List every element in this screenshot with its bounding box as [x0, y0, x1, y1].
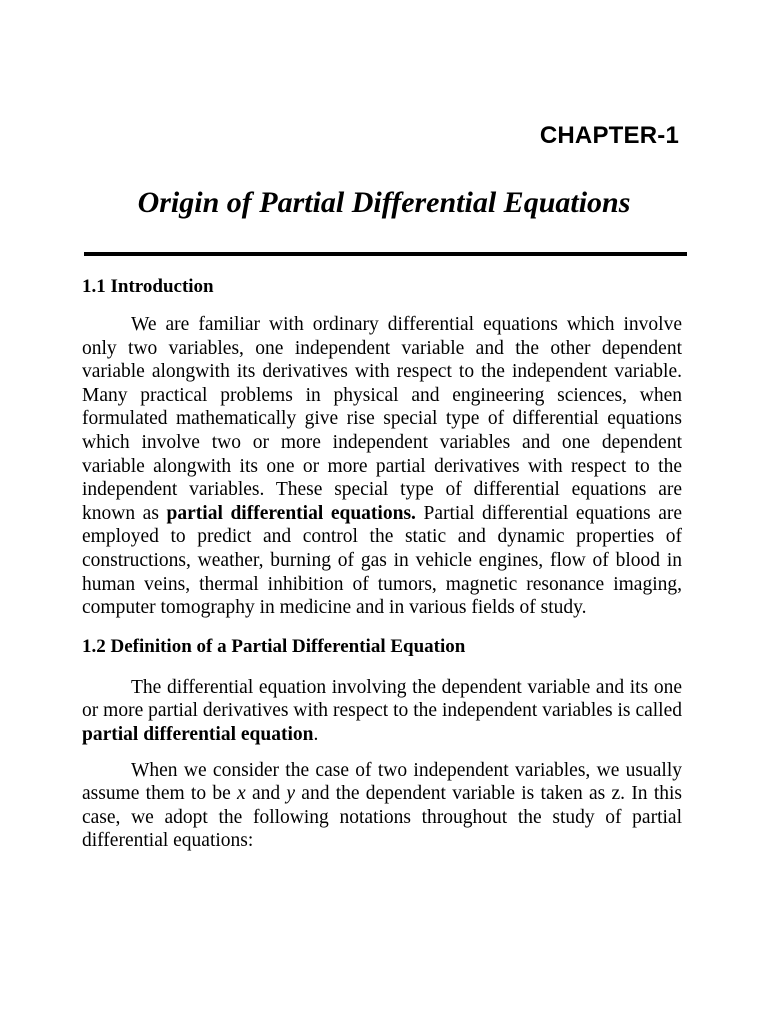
paragraph-text: and the dependent variable is taken as z. In this case, we adopt the following notations throughout the study of partial differential equations:: [82, 783, 682, 852]
title-divider: [84, 252, 687, 256]
paragraph-text: Partial differential equations are employed to predict and control the static and dynamic properties of constructions, weather, burning of gas in vehicle engines, flow of blood in human veins, thermal inhibition of tumors, magnetic resonance imaging, computer tomography in medicine and in various fields of study.: [82, 502, 682, 619]
variable-x: x: [237, 783, 246, 805]
bold-term: partial differential equations.: [166, 502, 416, 524]
document-body: [82, 275, 682, 853]
paragraph-text: When we consider the case of two independent variables, we usually assume them to be: [82, 759, 682, 805]
paragraph-introduction: [82, 313, 682, 620]
chapter-title: Origin of Partial Differential Equations: [137, 186, 631, 219]
paragraph-text: .: [313, 723, 319, 745]
section-heading-definition: 1.2 Definition of a Partial Differential Equation: [82, 635, 466, 657]
paragraph-notation: [82, 759, 682, 853]
bold-term: partial differential equation: [82, 723, 314, 745]
paragraph-text: We are familiar with ordinary differential equations which involve only two variables, one independent variable and the other dependent variable alongwith its derivatives with respect to the independent variable. Many practical problems in physical and engineering sciences, when formulated mathematically give rise special type of differential equations which involve two or more independent variables and one dependent variable alongwith its one or more partial derivatives with respect to the independent variables. These special type of differential equations are known as: [82, 314, 682, 524]
paragraph-text: The differential equation involving the dependent variable and its one or more partial derivatives with respect to the independent variables is called: [82, 676, 682, 722]
variable-y: y: [286, 783, 296, 805]
paragraph-definition: [82, 676, 682, 747]
chapter-label: CHAPTER-1: [539, 122, 679, 149]
paragraph-text: and: [245, 783, 287, 805]
section-heading-introduction: 1.1 Introduction: [82, 276, 214, 297]
